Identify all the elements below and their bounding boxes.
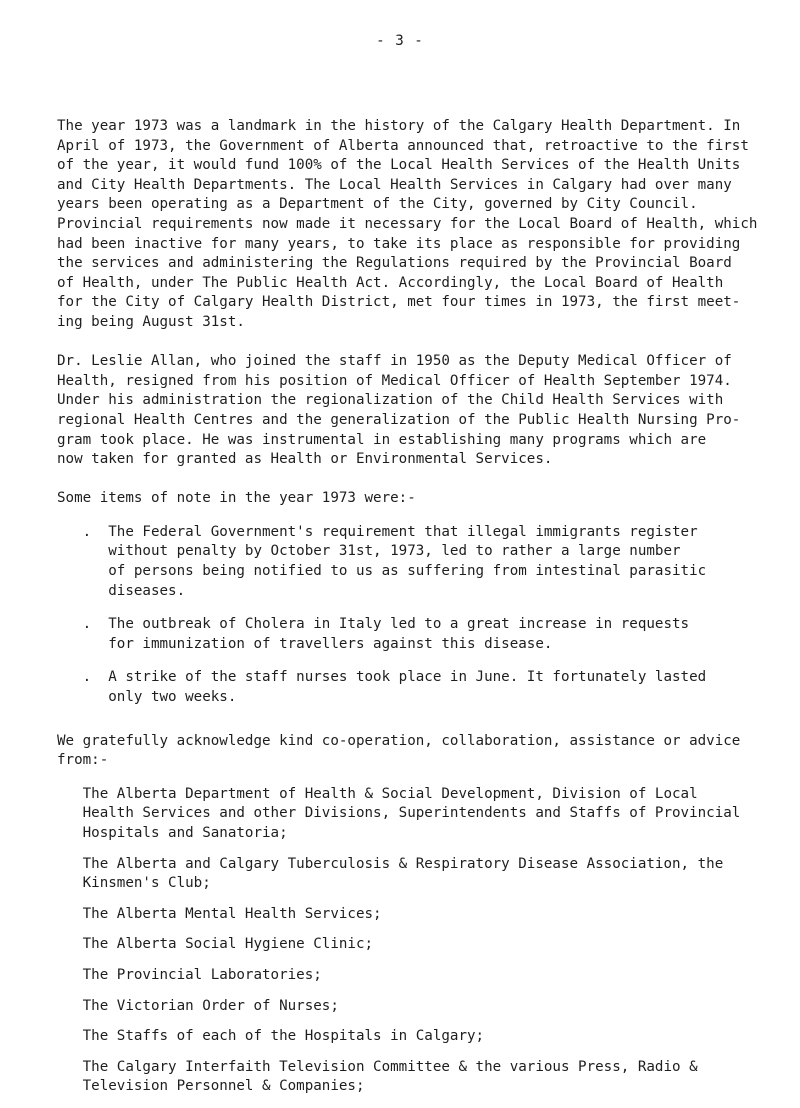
acknowledgements-list	[57, 785, 797, 1097]
document-body	[57, 117, 797, 1108]
list-item: The Staffs of each of the Hospitals in Calgary;	[57, 1028, 485, 1045]
list-item: The Alberta Social Hygiene Clinic;	[57, 936, 374, 953]
acknowledgement-intro: We gratefully acknowledge kind co-operation, collaboration, assistance or advice from:-	[57, 732, 741, 769]
list-item: . A strike of the staff nurses took place in June. It fortunately lasted only two weeks.	[82, 669, 707, 706]
list-item: The Alberta Department of Health & Social Development, Division of Local Health Services and other Divisions, Superintendents and Staffs of Provincial Hospitals and Sanatoria;	[82, 785, 741, 841]
paragraph-dr-allan: Dr. Leslie Allan, who joined the staff in 1950 as the Deputy Medical Officer of Health, resigned from his position of Medical Officer of Health September 1974. Under his administration the regionalization of the Child Health Services with regional Health Centres and the generalization of the Public Health Nursing Pro- gram took place. He was instrumental in establishing many programs which are now taken for granted as Health or Environmental Services.	[57, 353, 741, 468]
list-item: . The Federal Government's requirement that illegal immigrants register without penalty by October 31st, 1973, led to rather a large number of persons being notified to us as suffering from intestinal parasitic diseases.	[82, 523, 707, 599]
items-of-note-list	[57, 523, 797, 708]
list-item: The Alberta and Calgary Tuberculosis & Respiratory Disease Association, the Kinsmen's Club;	[82, 855, 724, 892]
list-item: The Calgary Interfaith Television Committee & the various Press, Radio & Television Personnel & Companies;	[82, 1058, 698, 1095]
list-item: The Victorian Order of Nurses;	[57, 997, 339, 1014]
list-item: The Provincial Laboratories;	[57, 966, 322, 983]
list-item: . The outbreak of Cholera in Italy led to a great increase in requests for immunization of travellers against this disease.	[82, 616, 690, 652]
page-number: - 3 -	[376, 33, 424, 49]
paragraph-items-intro: Some items of note in the year 1973 were:-	[57, 490, 416, 507]
list-item: The Alberta Mental Health Services;	[57, 905, 382, 922]
paragraph-1973-landmark: The year 1973 was a landmark in the history of the Calgary Health Department. In April of 1973, the Government of Alberta announced that, retroactive to the first of the year, it would fund 100% of the Local Health Services of the Health Units and City Health Departments. The Local Health Services in Calgary had over many years been operating as a Department of the City, governed by City Council. Provincial requirements now made it necessary for the Local Board of Health, which had been inactive for many years, to take its place as responsible for providing the services and administering the Regulations required by the Provincial Board of Health, under The Public Health Act. Accordingly, the Local Board of Health for the City of Calgary Health District, met four times in 1973, the first meet- ing being August 31st.	[57, 118, 758, 330]
